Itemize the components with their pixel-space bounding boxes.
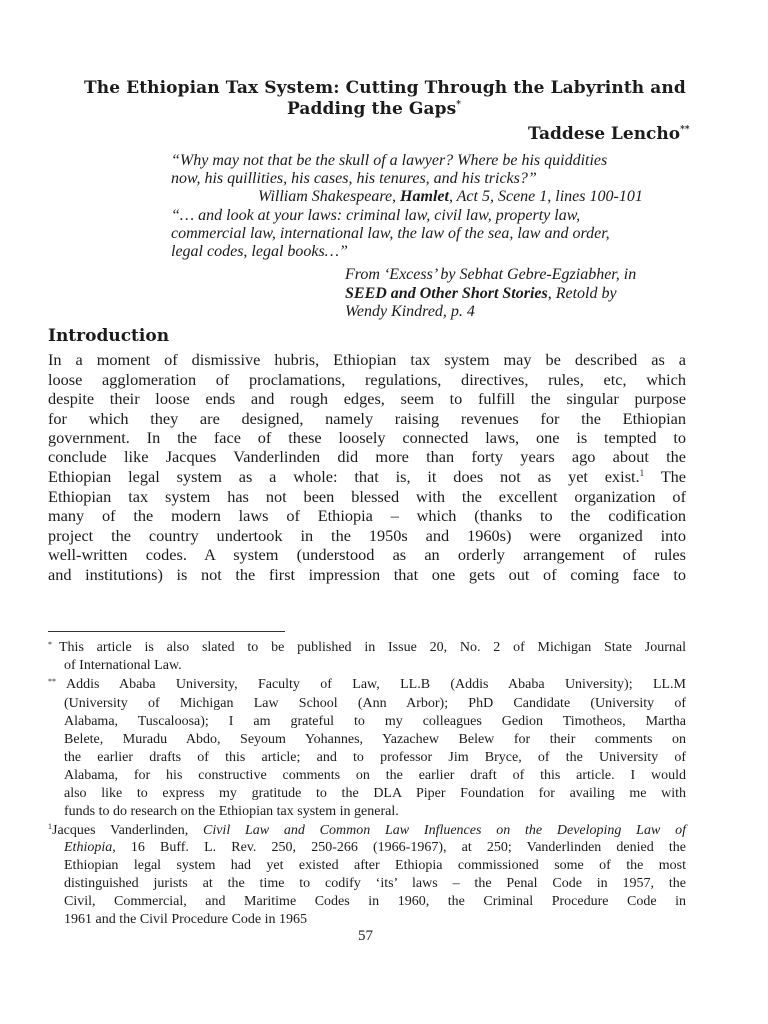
footnote-2-line: the earlier drafts of this article; and to professor Jim Bryce, of the University of xyxy=(64,750,686,765)
epigraph-2-line-2: commercial law, international law, the law of the sea, law and order, xyxy=(171,225,610,242)
footnote-3-line: Civil, Commercial, and Maritime Codes in 1960, the Criminal Procedure Code in xyxy=(64,894,686,909)
footnote-1-mark: * xyxy=(48,640,52,649)
epigraph-1-attribution: William Shakespeare, Hamlet, Act 5, Scene 1, lines 100-101 xyxy=(258,188,643,205)
footnote-2-line: Addis Ababa University, Faculty of Law, LL.B (Addis Ababa University); LL.M xyxy=(66,677,686,692)
footnote-3-line: Ethiopian legal system had yet existed after Ethiopia commissioned some of the most xyxy=(64,858,686,873)
author-footnote-mark: ** xyxy=(680,125,690,135)
footnote-3-line: distinguished jurists at the time to codify ‘its’ laws – the Penal Code in 1957, the xyxy=(64,876,686,891)
footnote-3-mark: 1 xyxy=(48,822,52,831)
footnote-2-line: funds to do research on the Ethiopian tax system in general. xyxy=(64,804,399,819)
body-line: government. In the face of these loosely connected laws, one is tempted to xyxy=(48,428,686,447)
epigraph-2-line-1: “… and look at your laws: criminal law, civil law, property law, xyxy=(171,207,581,224)
body-line: conclude like Jacques Vanderlinden did more than forty years ago about the xyxy=(48,447,686,466)
paper-title-line-1: The Ethiopian Tax System: Cutting Through the Labyrinth and xyxy=(84,78,686,98)
footnote-2-line: Belete, Muradu Abdo, Seyoum Yohannes, Yazachew Belew for their comments on xyxy=(64,732,686,747)
footnote-ref-1: 1 xyxy=(639,468,645,478)
epigraph-2-line-3: legal codes, legal books…” xyxy=(171,243,348,260)
footnote-1-line: of International Law. xyxy=(64,658,182,673)
footnote-separator xyxy=(48,631,285,632)
footnote-2-line: (University of Michigan Law School (Ann Arbor); PhD Candidate (University of xyxy=(64,696,686,711)
body-line: In a moment of dismissive hubris, Ethiopian tax system may be described as a xyxy=(48,350,686,369)
body-line: many of the modern laws of Ethiopia – which (thanks to the codification xyxy=(48,506,686,525)
page-number: 57 xyxy=(358,928,373,944)
epigraph-2-attribution-line-3: Wendy Kindred, p. 4 xyxy=(345,303,475,320)
footnote-2-line: Alabama, for his constructive comments on the earlier draft of this article. I would xyxy=(64,768,686,783)
epigraph-1-line-2: now, his quillities, his cases, his tenures, and his tricks?” xyxy=(171,170,537,187)
footnote-3-line: $^1$Jacques Vanderlinden, Civil Law and Common Law Influences on the Developing Law of xyxy=(48,822,686,838)
footnote-2-mark: ** xyxy=(48,677,56,686)
body-line: Ethiopian legal system as a whole: that is, it does not as yet exist.$^1$ The xyxy=(48,467,687,486)
footnote-2-line: also like to express my gratitude to the DLA Piper Foundation for availing me with xyxy=(64,786,686,801)
body-line: well-written codes. A system (understood as an orderly arrangement of rules xyxy=(48,545,686,564)
body-line: despite their loose ends and rough edges, seem to fulfill the singular purpose xyxy=(48,389,686,408)
section-heading: Introduction xyxy=(48,326,170,346)
footnote-3-line: Ethiopia, 16 Buff. L. Rev. 250, 250-266 (1966-1967), at 250; Vanderlinden denied the xyxy=(64,840,686,855)
body-line: and institutions) is not the first impression that one gets out of coming face to xyxy=(48,565,686,584)
footnote-3-line: 1961 and the Civil Procedure Code in 1965 xyxy=(64,912,308,927)
footnote-1-line: This article is also slated to be published in Issue 20, No. 2 of Michigan State Journal xyxy=(59,640,686,655)
epigraph-2-attribution-line-2: SEED and Other Short Stories, Retold by xyxy=(345,285,617,302)
body-line: loose agglomeration of proclamations, regulations, directives, rules, etc, which xyxy=(48,370,686,389)
paper-title-line-2: Padding the Gaps* xyxy=(287,99,462,119)
body-line: Ethiopian tax system has not been blessed with the excellent organization of xyxy=(48,487,686,506)
epigraph-1-line-1: “Why may not that be the skull of a lawyer? Where be his quiddities xyxy=(171,152,608,169)
body-line: for which they are designed, namely raising revenues for the Ethiopian xyxy=(48,409,686,428)
author-name: Taddese Lencho** xyxy=(528,124,690,144)
footnote-2-line: Alabama, Tuscaloosa); I am grateful to my colleagues Gedion Timotheos, Martha xyxy=(64,714,686,729)
body-line: project the country undertook in the 1950s and 1960s) were organized into xyxy=(48,526,686,545)
epigraph-2-attribution-line-1: From ‘Excess’ by Sebhat Gebre-Egziabher, in xyxy=(345,266,637,283)
title-footnote-mark: * xyxy=(456,100,462,110)
